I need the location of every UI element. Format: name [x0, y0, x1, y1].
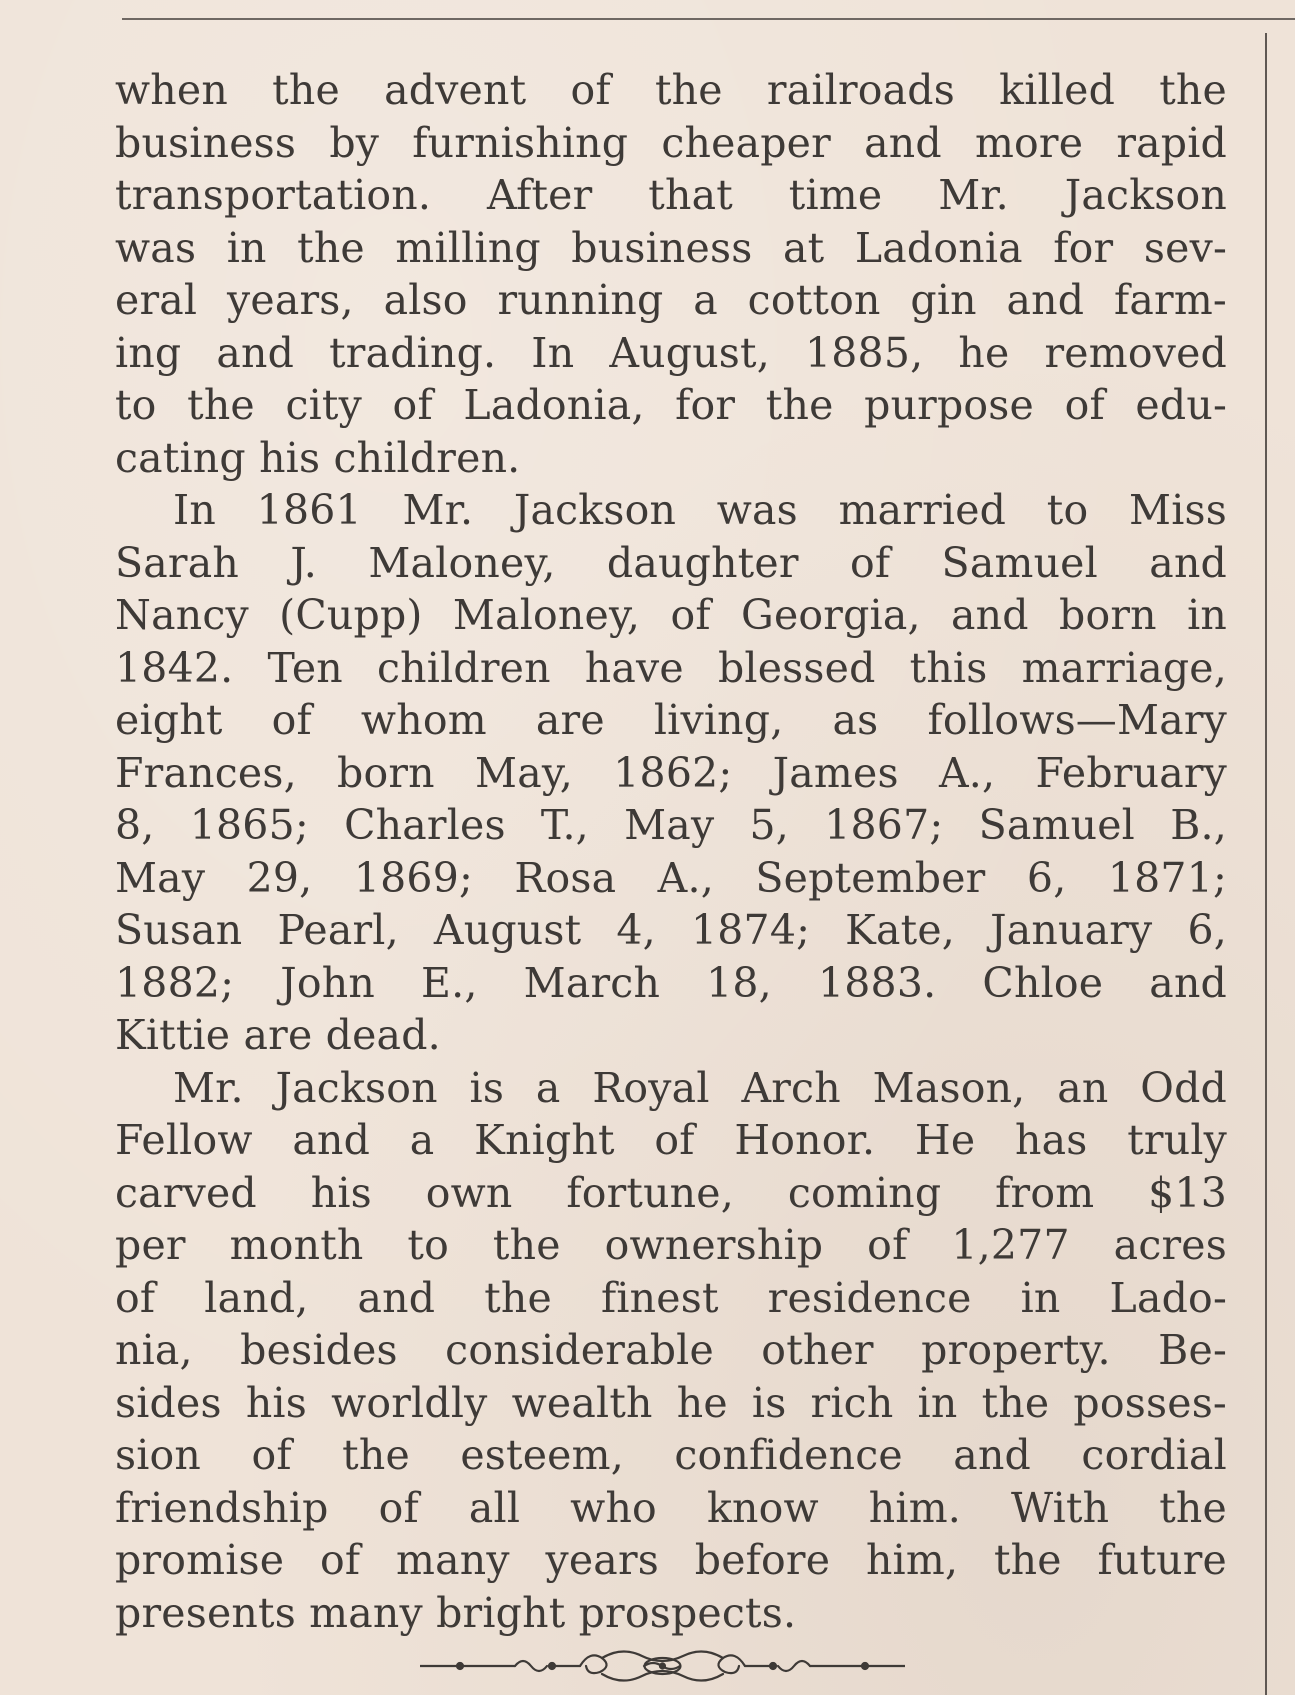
text-line: May 29, 1869; Rosa A., September 6, 1871; — [115, 853, 1227, 902]
text-line: business by furnishing cheaper and more rapid — [115, 118, 1227, 167]
text-line: ing and trading. In August, 1885, he removed — [115, 328, 1227, 377]
text-line: sides his worldly wealth he is rich in the posses- — [115, 1378, 1227, 1427]
text-line: Nancy (Cupp) Maloney, of Georgia, and born in — [115, 591, 1227, 639]
text-line: Frances, born May, 1862; James A., February — [115, 748, 1227, 797]
text-line: Fellow and a Knight of Honor. He has truly — [115, 1116, 1227, 1164]
text-column — [115, 64, 1227, 1639]
text-line: 1842. Ten children have blessed this marriage, — [115, 643, 1227, 692]
text-line: friendship of all who know him. With the — [115, 1483, 1227, 1532]
text-line: presents many bright prospects. — [115, 1588, 797, 1637]
column-divider — [1265, 33, 1267, 1695]
paragraph-3 — [115, 1062, 1227, 1640]
decorative-scroll-ornament-icon — [420, 1645, 905, 1683]
text-line: 8, 1865; Charles T., May 5, 1867; Samuel B., — [115, 801, 1227, 849]
text-line: carved his own fortune, coming from $13 — [115, 1168, 1227, 1217]
text-line: In 1861 Mr. Jackson was married to Miss — [173, 486, 1227, 534]
text-line: promise of many years before him, the future — [115, 1536, 1227, 1584]
text-line: when the advent of the railroads killed the — [115, 66, 1227, 114]
text-line: Sarah J. Maloney, daughter of Samuel and — [115, 538, 1227, 587]
text-line: Susan Pearl, August 4, 1874; Kate, January 6, — [115, 906, 1227, 954]
text-line: cating his children. — [115, 433, 521, 482]
text-line: eight of whom are living, as follows—Mary — [115, 696, 1227, 744]
top-rule — [122, 18, 1295, 20]
paragraph-2 — [115, 484, 1227, 1062]
text-line: to the city of Ladonia, for the purpose of edu- — [115, 381, 1227, 429]
text-line: of land, and the finest residence in Lado- — [115, 1273, 1227, 1322]
text-line: was in the milling business at Ladonia for sev- — [115, 223, 1227, 272]
paragraph-1 — [115, 64, 1227, 484]
text-line: Mr. Jackson is a Royal Arch Mason, an Odd — [173, 1063, 1227, 1112]
text-line: transportation. After that time Mr. Jackson — [115, 171, 1227, 219]
text-line: eral years, also running a cotton gin and farm- — [115, 276, 1227, 324]
text-line: nia, besides considerable other property. Be- — [115, 1326, 1227, 1374]
text-line: per month to the ownership of 1,277 acres — [115, 1221, 1227, 1269]
text-line: Kittie are dead. — [115, 1011, 441, 1059]
text-line: sion of the esteem, confidence and cordial — [115, 1431, 1227, 1479]
text-line: 1882; John E., March 18, 1883. Chloe and — [115, 958, 1227, 1007]
